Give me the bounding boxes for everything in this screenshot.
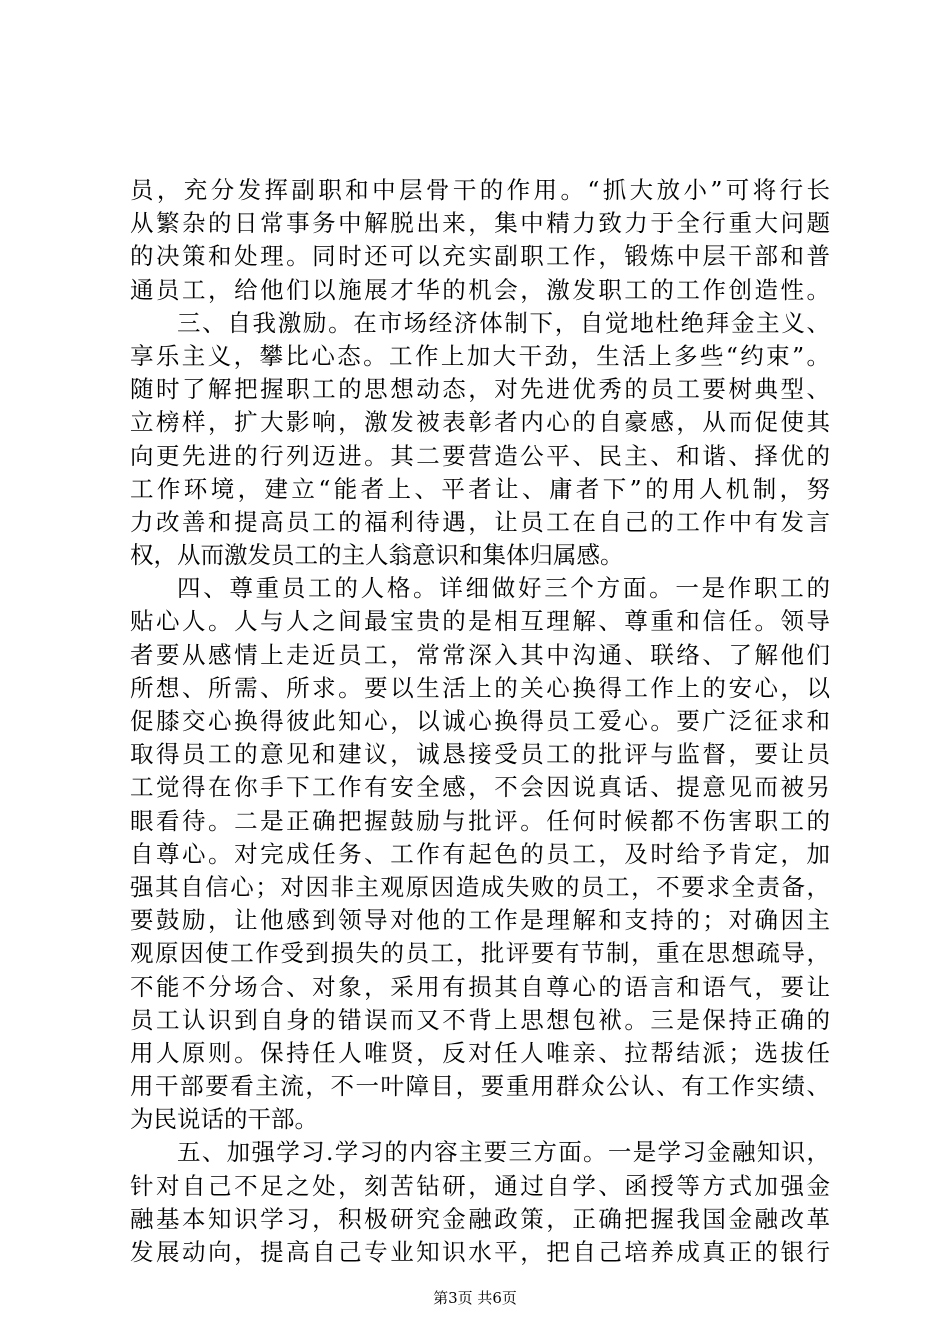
text-line: 工觉得在你手下工作有安全感，不会因说真话、提意见而被另 (130, 773, 830, 802)
text-line: 取得员工的意见和建议，诚恳接受员工的批评与监督，要让员 (130, 740, 830, 769)
text-line: 享乐主义，攀比心态。工作上加大干劲，生活上多些“约束”。 (130, 341, 830, 370)
text-line: 向更先进的行列迈进。其二要营造公平、民主、和谐、择优的 (130, 441, 830, 470)
text-line: 促膝交心换得彼此知心，以诚心换得员工爱心。要广泛征求和 (130, 707, 830, 735)
text-line: 三、自我激励。在市场经济体制下，自觉地杜绝拜金主义、 (177, 308, 830, 337)
text-line: 发展动向，提高自己专业知识水平，把自己培养成真正的银行 (130, 1238, 830, 1266)
text-line: 用人原则。保持任人唯贤，反对任人唯亲、拉帮结派；选拔任 (130, 1038, 830, 1067)
text-line: 用干部要看主流，不一叶障目，要重用群众公认、有工作实绩、 (130, 1072, 830, 1101)
text-line: 的决策和处理。同时还可以充实副职工作，锻炼中层干部和普 (130, 242, 830, 271)
text-line: 五、加强学习.学习的内容主要三方面。一是学习金融知识， (177, 1138, 830, 1167)
text-line: 员，充分发挥副职和中层骨干的作用。“抓大放小”可将行长 (130, 176, 830, 204)
text-line: 自尊心。对完成任务、工作有起色的员工，及时给予肯定，加 (130, 839, 830, 868)
text-line: 融基本知识学习，积极研究金融政策，正确把握我国金融改革 (130, 1204, 830, 1233)
text-line: 员工认识到自身的错误而又不背上思想包袱。三是保持正确的 (130, 1005, 830, 1034)
text-line: 针对自己不足之处，刻苦钻研，通过自学、函授等方式加强金 (130, 1171, 830, 1200)
text-line: 观原因使工作受到损失的员工，批评要有节制，重在思想疏导， (130, 939, 830, 968)
text-line: 通员工，给他们以施展才华的机会，激发职工的工作创造性。 (130, 275, 830, 304)
text-line: 四、尊重员工的人格。详细做好三个方面。一是作职工的 (177, 574, 830, 603)
text-line: 者要从感情上走近员工，常常深入其中沟通、联络、了解他们 (130, 640, 830, 669)
text-line: 权，从而激发员工的主人翁意识和集体归属感。 (130, 541, 624, 570)
text-line: 立榜样，扩大影响，激发被表彰者内心的自豪感，从而促使其 (130, 408, 830, 437)
page-number: 第3页 共6页 (433, 1289, 517, 1307)
text-line: 所想、所需、所求。要以生活上的关心换得工作上的安心，以 (130, 673, 830, 702)
text-line: 要鼓励，让他感到领导对他的工作是理解和支持的；对确因主 (130, 906, 830, 935)
text-line: 为民说话的干部。 (130, 1105, 318, 1134)
text-line: 眼看待。二是正确把握鼓励与批评。任何时候都不伤害职工的 (130, 806, 830, 835)
text-line: 强其自信心；对因非主观原因造成失败的员工，不要求全责备， (130, 872, 830, 901)
text-line: 从繁杂的日常事务中解脱出来，集中精力致力于全行重大问题 (130, 209, 830, 238)
page-footer (0, 1288, 950, 1308)
text-line: 贴心人。人与人之间最宝贵的是相互理解、尊重和信任。领导 (130, 607, 830, 636)
document-body (130, 174, 830, 1269)
text-line: 随时了解把握职工的思想动态，对先进优秀的员工要树典型、 (130, 375, 830, 404)
text-line: 不能不分场合、对象，采用有损其自尊心的语言和语气，要让 (130, 972, 830, 1001)
text-line: 工作环境，建立“能者上、平者让、庸者下”的用人机制，努 (130, 474, 830, 503)
text-line: 力改善和提高员工的福利待遇，让员工在自己的工作中有发言 (130, 507, 830, 536)
